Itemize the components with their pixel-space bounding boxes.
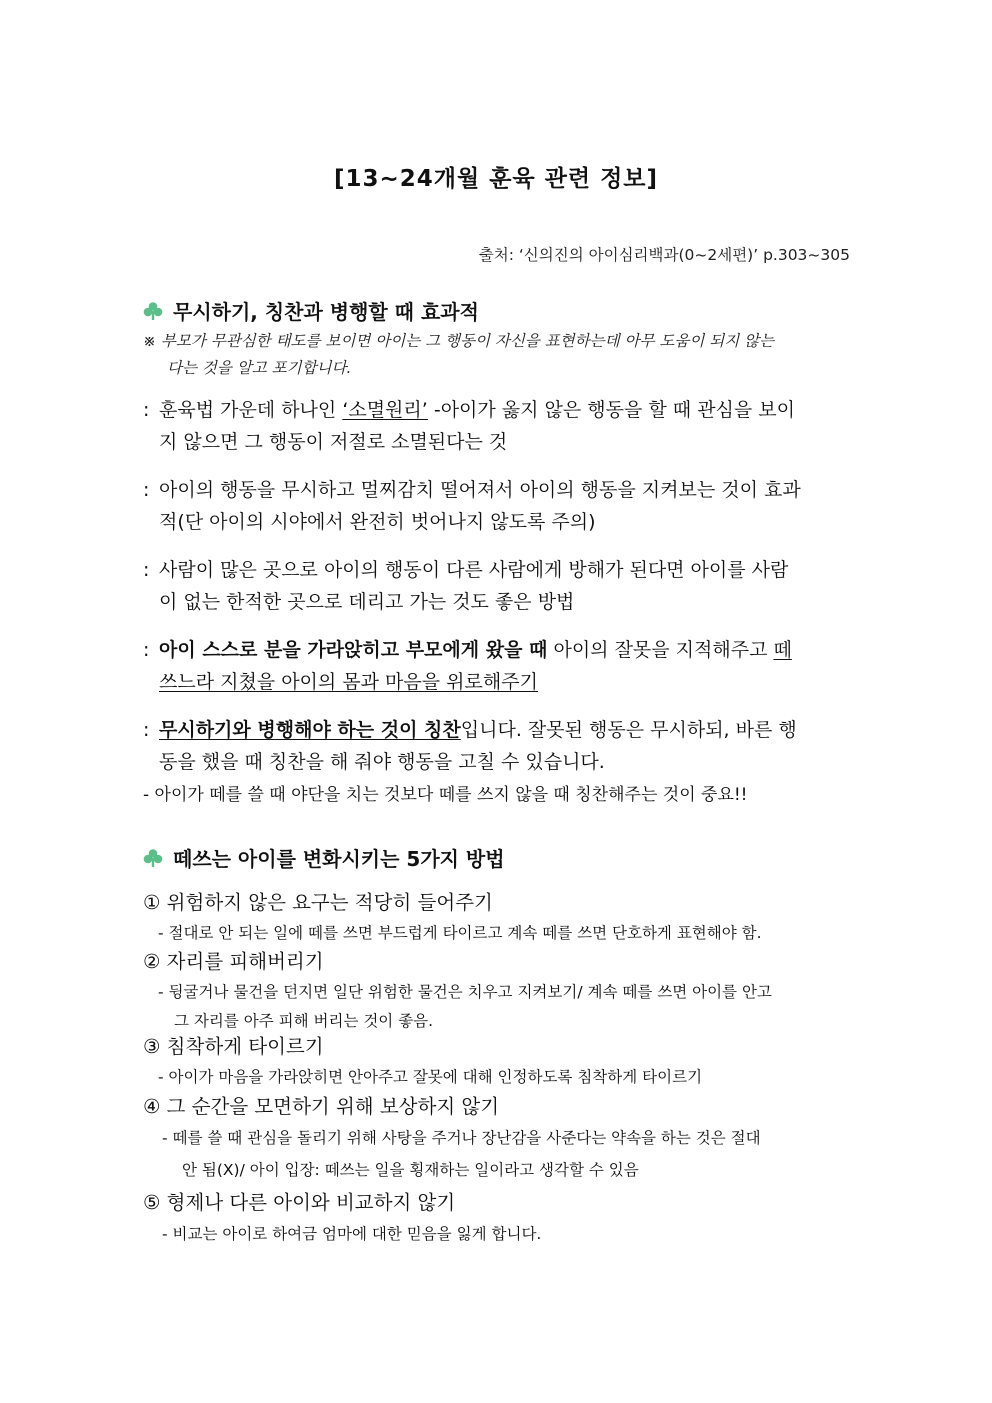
source-citation: 출처: ‘신의진의 아이심리백과(0~2세편)’ p.303~305 <box>478 246 850 264</box>
paragraph-comfort-child: : 아이 스스로 분을 가라앉히고 부모에게 왔을 때 아이의 잘못을 지적해주고 떼 쓰느라 지쳤을 아이의 몸과 마음을 위로해주기 <box>143 639 792 693</box>
method-item-1: ① 위험하지 않은 요구는 적당히 들어주기 <box>143 891 493 914</box>
section-heading-ignore <box>143 296 853 325</box>
section-note <box>143 328 853 382</box>
method-item-5-detail: - 비교는 아이로 하여금 엄마에 대한 믿음을 잃게 합니다. <box>162 1225 542 1243</box>
extinction-term: ‘소멸원리’ <box>342 399 428 421</box>
method-item-4: ④ 그 순간을 모면하기 위해 보상하지 않기 <box>143 1095 500 1118</box>
method-item-2: ② 자리를 피해버리기 <box>143 950 324 973</box>
note-line-2: 다는 것을 알고 포기합니다. <box>167 359 352 377</box>
method-item-3-detail: - 아이가 마음을 가라앉히면 안아주고 잘못에 대해 인정하도록 침착하게 타이르기 <box>158 1068 703 1086</box>
paragraph-quiet-place: : 사람이 많은 곳으로 아이의 행동이 다른 사람에게 방해가 된다면 아이를 사람 이 없는 한적한 곳으로 데리고 가는 것도 좋은 방법 <box>143 559 789 613</box>
paragraph-extinction-principle: : 훈육법 가운데 하나인 ‘소멸원리’ -아이가 옳지 않은 행동을 할 때 관심을 보이 지 않으면 그 행동이 저절로 소멸된다는 것 <box>143 399 796 453</box>
method-item-5: ⑤ 형제나 다른 아이와 비교하지 않기 <box>143 1191 456 1214</box>
praise-tip: - 아이가 떼를 쓸 때 야단을 치는 것보다 떼를 쓰지 않을 때 칭찬해주는 것이 중요!! <box>143 785 748 805</box>
paragraph-watch-from-distance: : 아이의 행동을 무시하고 멀찌감치 떨어져서 아이의 행동을 지켜보는 것이 효과 적(단 아이의 시야에서 완전히 벗어나지 않도록 주의) <box>143 479 801 533</box>
method-item-1-detail: - 절대로 안 되는 일에 떼를 쓰면 부드럽게 타이르고 계속 떼를 쓰면 단호하게 표현해야 함. <box>158 924 762 942</box>
note-line-1: ※ 부모가 무관심한 태도를 보이면 아이는 그 행동이 자신을 표현하는데 아무 도움이 되지 않는 <box>143 332 775 350</box>
paragraph-praise: : 무시하기와 병행해야 하는 것이 칭찬입니다. 잘못된 행동은 무시하되, 바른 행 동을 했을 때 칭찬을 해 줘야 행동을 고칠 수 있습니다. <box>143 719 797 773</box>
club-icon <box>143 301 163 321</box>
method-item-3: ③ 침착하게 타이르기 <box>143 1035 324 1058</box>
method-item-2-detail: - 뒹굴거나 물건을 던지면 일단 위험한 물건은 치우고 지켜보기/ 계속 떼를 쓰면 아이를 안고 그 자리를 아주 피해 버리는 것이 좋음. <box>158 983 772 1030</box>
page-title: [13~24개월 훈육 관련 정보] <box>333 166 659 192</box>
method-item-4-detail: - 떼를 쓸 때 관심을 돌리기 위해 사탕을 주거나 장난감을 사준다는 약속을 하는 것은 절대 안 됨(X)/ 아이 입장: 떼쓰는 일을 횡재하는 일이라고 생각할 수 있음 <box>162 1129 761 1179</box>
section-heading-five-methods <box>143 843 853 872</box>
section-heading-text: 무시하기, 칭찬과 병행할 때 효과적 <box>173 300 479 324</box>
section-heading-text: 떼쓰는 아이를 변화시키는 5가지 방법 <box>173 847 505 871</box>
club-icon <box>143 848 163 868</box>
